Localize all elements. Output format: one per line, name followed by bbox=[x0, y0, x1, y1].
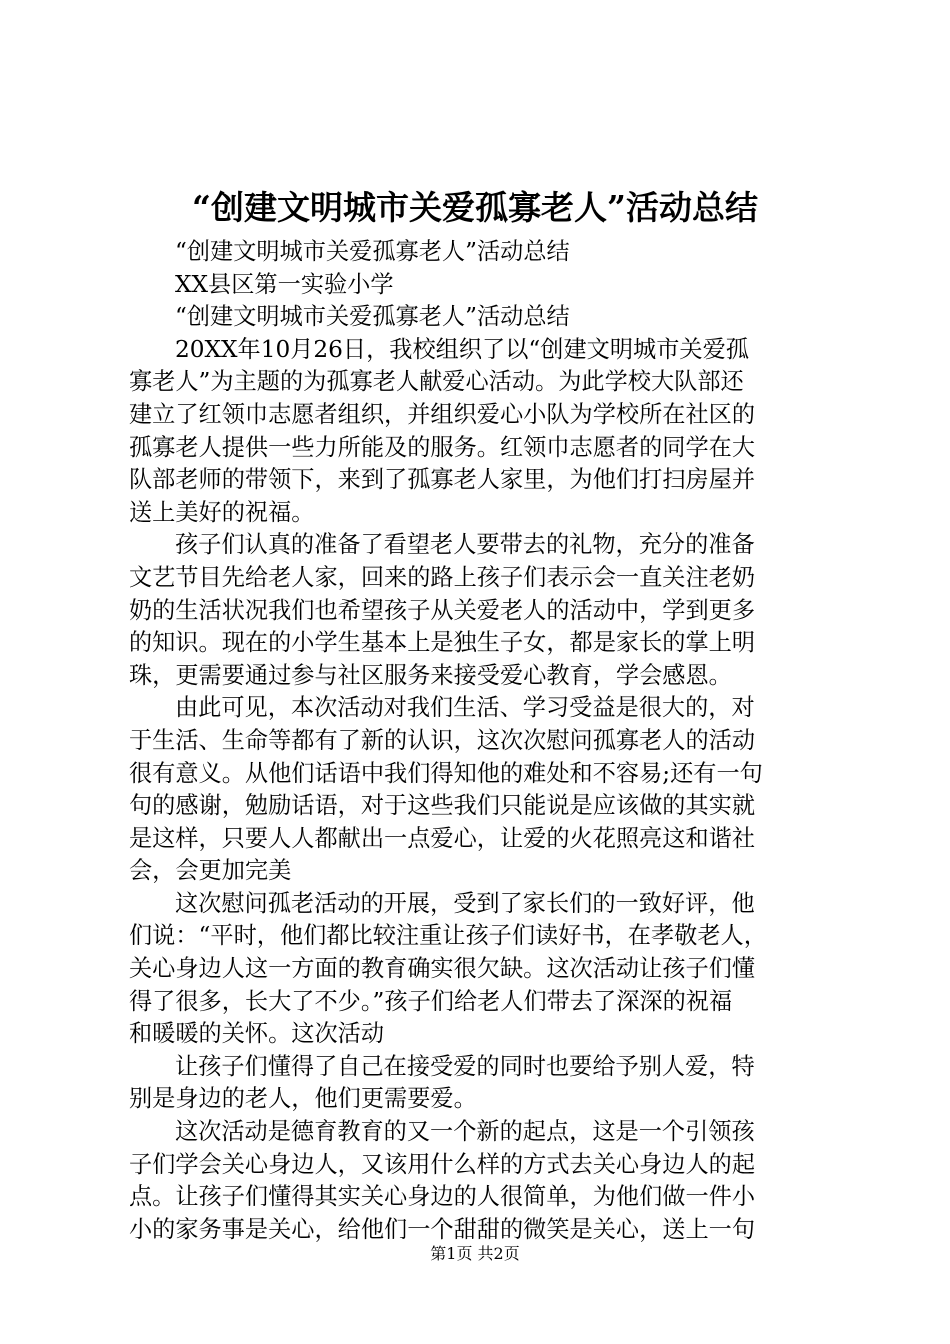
text-line: 子们学会关心身边人，又该用什么样的方式去关心身边人的起 bbox=[129, 1150, 756, 1178]
text-line: 于生活、生命等都有了新的认识，这次次慰问孤寡老人的活动 bbox=[129, 726, 756, 754]
text-line: 让孩子们懂得了自己在接受爱的同时也要给予别人爱，特 bbox=[175, 1052, 755, 1080]
text-line: 由此可见，本次活动对我们生活、学习受益是很大的，对 bbox=[175, 694, 755, 722]
document-body bbox=[129, 236, 831, 1246]
text-line: XX县区第一实验小学 bbox=[175, 270, 394, 298]
text-line: 们说：“平时，他们都比较注重让孩子们读好书，在孝敬老人， bbox=[129, 922, 767, 950]
text-line: 的知识。现在的小学生基本上是独生子女，都是家长的掌上明 bbox=[129, 629, 756, 657]
page-footer: 第1页 共2页 bbox=[430, 1244, 520, 1263]
text-line: 得了很多，长大了不少。”孩子们给老人们带去了深深的祝福 bbox=[129, 987, 733, 1015]
text-line: 队部老师的带领下，来到了孤寡老人家里，为他们打扫房屋并 bbox=[129, 466, 756, 494]
text-line: 20XX年10月26日，我校组织了以“创建文明城市关爱孤 bbox=[175, 335, 749, 363]
text-line: 建立了红领巾志愿者组织，并组织爱心小队为学校所在社区的 bbox=[129, 400, 756, 428]
text-line: 小的家务事是关心，给他们一个甜甜的微笑是关心，送上一句 bbox=[129, 1215, 756, 1243]
text-line: 奶的生活状况我们也希望孩子从关爱老人的活动中，学到更多 bbox=[129, 596, 756, 624]
text-line: 寡老人”为主题的为孤寡老人献爱心活动。为此学校大队部还 bbox=[129, 368, 744, 396]
text-line: 这次慰问孤老活动的开展，受到了家长们的一致好评，他 bbox=[175, 889, 755, 917]
document-title: “创建文明城市关爱孤寡老人”活动总结 bbox=[192, 188, 758, 227]
text-line: 这次活动是德育教育的又一个新的起点，这是一个引领孩 bbox=[175, 1118, 755, 1146]
text-line: “创建文明城市关爱孤寡老人”活动总结 bbox=[175, 238, 570, 265]
text-line: 别是身边的老人，他们更需要爱。 bbox=[129, 1085, 477, 1113]
text-line: 和暖暖的关怀。这次活动 bbox=[129, 1020, 385, 1048]
text-line: 是这样，只要人人都献出一点爱心，让爱的火花照亮这和谐社 bbox=[129, 824, 756, 852]
text-line: 珠，更需要通过参与社区服务来接受爱心教育，学会感恩。 bbox=[129, 661, 732, 689]
text-line: 送上美好的祝福。 bbox=[129, 498, 315, 526]
text-line: 很有意义。从他们话语中我们得知他的难处和不容易;还有一句 bbox=[129, 759, 763, 787]
text-line: 点。让孩子们懂得其实关心身边的人很简单，为他们做一件小 bbox=[129, 1183, 756, 1211]
text-line: 孤寡老人提供一些力所能及的服务。红领巾志愿者的同学在大 bbox=[129, 433, 756, 461]
text-line: 句的感谢，勉励话语，对于这些我们只能说是应该做的其实就 bbox=[129, 792, 756, 820]
text-line: 孩子们认真的准备了看望老人要带去的礼物，充分的准备 bbox=[175, 531, 755, 559]
text-line: 文艺节目先给老人家，回来的路上孩子们表示会一直关注老奶 bbox=[129, 563, 756, 591]
text-line: 会，会更加完美 bbox=[129, 857, 292, 885]
text-line: “创建文明城市关爱孤寡老人”活动总结 bbox=[175, 303, 570, 331]
text-line: 关心身边人这一方面的教育确实很欠缺。这次活动让孩子们懂 bbox=[129, 955, 756, 983]
